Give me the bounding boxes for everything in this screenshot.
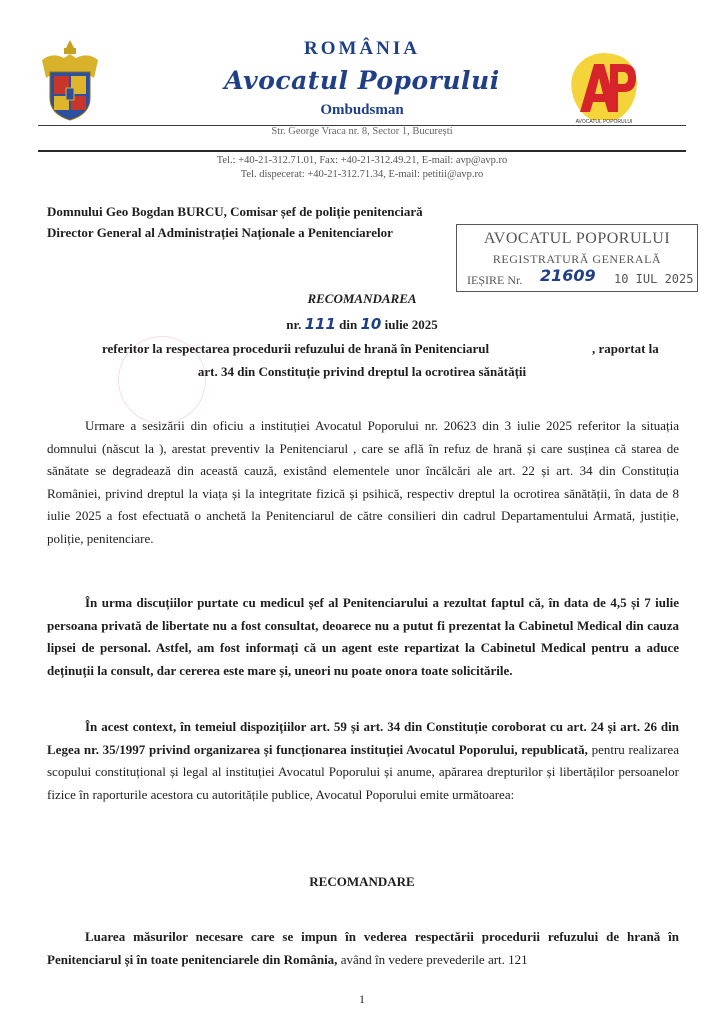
stamp-number: 21609 <box>540 266 596 285</box>
stamp-date: 10 IUL 2025 <box>614 272 694 286</box>
paragraph-4 <box>47 926 679 971</box>
paragraph-3 <box>47 716 679 806</box>
document-number <box>0 315 724 333</box>
header-contact-1: Tel.: +40-21-312.71.01, Fax: +40-21-312.49.21, E-mail: avp@avp.ro <box>216 155 508 166</box>
header-rule-thick <box>38 150 686 152</box>
addressee-line-2: Director General al Administrației Naționale a Penitenciarelor <box>47 225 393 240</box>
header-country: ROMÂNIA <box>304 38 420 59</box>
stamp-line-1: AVOCATUL POPORULUI <box>483 230 671 247</box>
reference-line-end: , raportat la <box>592 341 659 356</box>
paragraph-2 <box>47 592 679 682</box>
avp-logo-icon <box>566 50 642 126</box>
header-contact-2: Tel. dispecerat: +40-21-312.71.34, E-mail: petitii@avp.ro <box>240 169 484 180</box>
din-prefix: din <box>339 317 358 332</box>
logo-caption: AVOCATUL POPORULUI <box>575 119 633 125</box>
paragraph-4-rest: având în vedere prevederile art. 121 <box>337 951 528 967</box>
addressee-line-1: Domnului Geo Bogdan BURCU, Comisar șef de poliție penitenciară <box>47 204 423 219</box>
nr-value: 111 <box>304 315 336 333</box>
header-address: Str. George Vraca nr. 8, Sector 1, București <box>271 126 453 137</box>
stamp-line-3: IEȘIRE Nr. <box>467 273 523 287</box>
din-value: 10 <box>360 315 382 333</box>
reference-line: referitor la respectarea procedurii refuzului de hrană în Penitenciarul <box>102 341 490 356</box>
stamp-line-2: REGISTRATURĂ GENERALĂ <box>492 252 662 266</box>
recommendation-heading: RECOMANDARE <box>309 874 415 889</box>
registry-stamp <box>456 224 698 292</box>
nr-prefix: nr. <box>286 317 302 332</box>
header-subtitle: Ombudsman <box>320 102 404 118</box>
header-institution: Avocatul Poporului <box>224 66 500 95</box>
article-line: art. 34 din Constituție privind dreptul la ocrotirea sănătății <box>197 364 527 379</box>
date-suffix: iulie 2025 <box>384 317 438 332</box>
document-title: RECOMANDAREA <box>307 291 417 306</box>
page-number: 1 <box>359 992 365 1006</box>
paragraph-3-bold: În acest context, în temeiul dispozițiilor art. 59 și art. 34 din Constituție coroborat cu art. 24 și art. 26 din Legea nr. 35/1997 privind organizarea și funcționarea instituției Avocatul Poporului, republicată, <box>47 719 679 757</box>
paragraph-4-bold: Luarea măsurilor necesare care se impun în vederea respectării procedurii refuzului de hrană în Penitenciarul și în toate penitenciarele din România, <box>47 929 679 967</box>
paragraph-3-rest: pentru realizarea scopului constituțional și legal al instituției Avocatul Poporului și anume, apărarea drepturilor și libertăților persoanelor fizice în raporturile acestora cu autoritățile publice, Avocatul Poporului emite următoarea: <box>47 741 679 802</box>
paragraph-2-text: În urma discuțiilor purtate cu medicul șef al Penitenciarului a rezultat faptul că, în data de 4,5 și 7 iulie persoana privată de libertate nu a fost consultat, deoarece nu a putut fi prezentat la Cabinetul Medical din cauza lipsei de personal. Astfel, am fost informați că un agent este repartizat la Cabinetul Medical pentru a aduce deținuții la consult, dar cererea este mare și, uneori nu poate onora toate solicitările. <box>47 595 679 678</box>
addressee <box>47 201 423 243</box>
paragraph-1-text: Urmare a sesizării din oficiu a instituției Avocatul Poporului nr. 20623 din 3 iulie 2025 referitor la situația domnului (născut la ), arestat preventiv la Penitenciarul , care se află în refuz de hrană și care susținea că starea de sănătate se degradează din această cauză, existând elementele unor încălcări ale art. 22 și art. 34 din Constituția României, privind dreptul la viața și la integritate fizică și psihică, respectiv dreptul la ocrotirea sănătății, în data de 8 iulie 2025 a fost efectuată o anchetă la Penitenciarul de către consilieri din cadrul Departamentului Armată, justiție, poliție, penitenciare. <box>47 418 679 546</box>
paragraph-1 <box>47 415 679 550</box>
